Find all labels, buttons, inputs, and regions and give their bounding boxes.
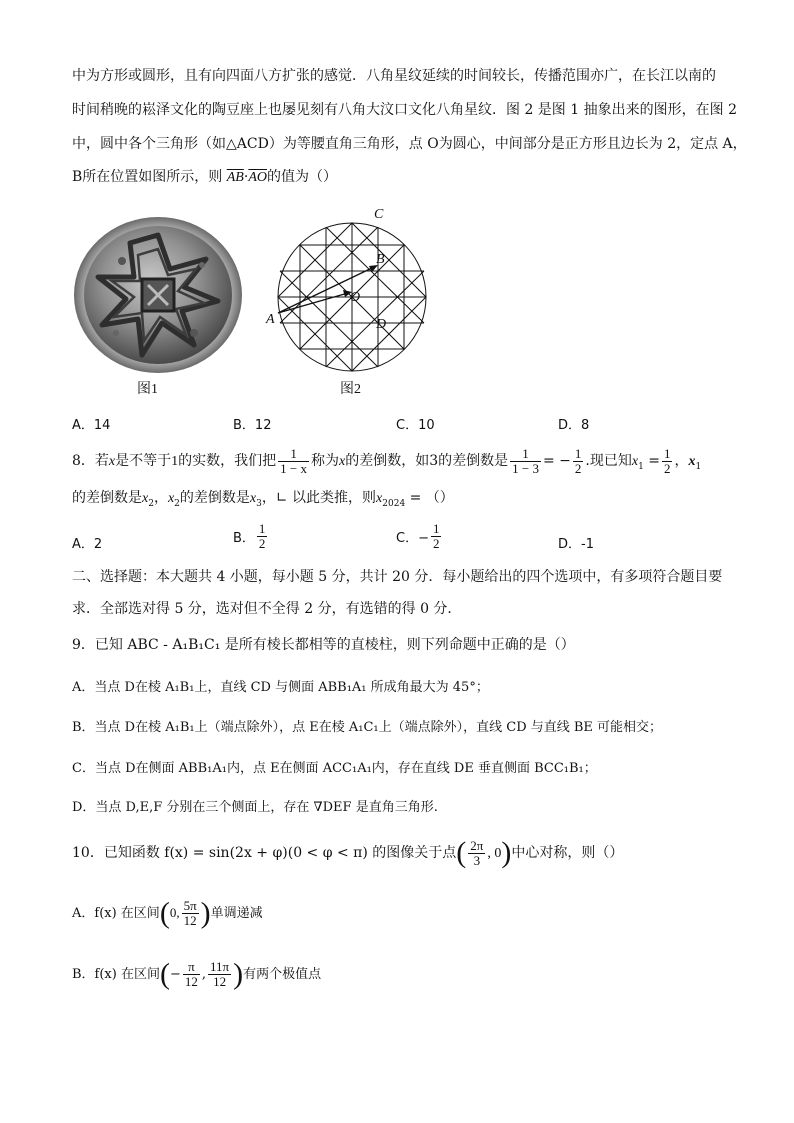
q7-line4: [72, 167, 728, 188]
q8-sub2: 2: [148, 498, 154, 509]
label-a: A: [266, 312, 275, 327]
q10-point-frac: $\frac{2\pi}{3}$: [470, 837, 484, 868]
q8-frac-1: $\frac{1}{1 - x}$: [280, 445, 307, 476]
q9-option-c[interactable]: C．当点 D在侧面 ABB₁A₁内，点 E在侧面 ACC₁A₁内，存在直线 DE 垂直侧面 BCC₁B₁；: [72, 761, 597, 776]
q8-line2-c: 的差倒数是: [179, 490, 250, 506]
section2-line1: 二、选择题：本大题共 4 小题，每小题 5 分，共计 20 分．每小题给出的四个选项中，有多项符合题目要: [72, 569, 723, 585]
q7-option-a[interactable]: A．14: [72, 418, 111, 433]
q10-b-comma: ,: [201, 967, 207, 982]
figure-2-diagram: [262, 205, 442, 375]
q8-line2-a: 的差倒数是: [72, 490, 142, 506]
q10-stem: 10．已知函数 f(x) = sin(2x + φ)(0 < φ < π) 的图像关于点( $\frac{2\pi}{3}$ , 0)中心对称，则（）: [72, 836, 624, 869]
dot-operator: ·: [243, 169, 249, 185]
vector-ab: $\overline{AB}$: [226, 170, 244, 185]
q8-line2-d: ，∟ 以此类推，则: [261, 490, 377, 506]
q8-frac-4: $\frac{1}{2}$: [663, 445, 671, 476]
q8-one: 1: [171, 454, 179, 469]
q8-x1b: x: [688, 454, 696, 469]
q8-option-c[interactable]: C．− $\frac{1}{2}$: [396, 521, 440, 551]
q10-b-post: 有两个极值点: [243, 967, 322, 982]
q9-option-a[interactable]: A．当点 D在棱 A₁B₁上，直线 CD 与侧面 ABB₁A₁ 所成角最大为 45°；: [72, 680, 489, 695]
q8-option-b[interactable]: B． $\frac{1}{2}$: [233, 521, 266, 551]
q10-option-b[interactable]: B．f(x) 在区间(− $\frac{\pi}{12}$ , $\frac{11\pi}{12}$ )有两个极值点: [72, 957, 322, 991]
q8-line2: [72, 488, 728, 514]
q7-line1: 中为方形或圆形，且有向四面八方扩张的感觉．八角星纹延续的时间较长，传播范围亦广，在长江以南的: [72, 68, 716, 84]
q7-line2: 时间稍晚的崧泽文化的陶豆座上也屡见刻有八角大汶口文化八角星纹．图 2 是图 1 抽象出来的图形，在图 2: [72, 102, 737, 118]
q8-frac-2: $\frac{1}{1 - 3}$: [512, 445, 539, 476]
q10-text-2: 中心对称，则（）: [511, 845, 624, 861]
q7-option-b[interactable]: B．12: [233, 418, 272, 433]
q8-x3: x: [249, 491, 257, 506]
q8-text-4: 称为: [310, 453, 339, 469]
q7-option-c[interactable]: C．10: [396, 418, 435, 433]
q8-x2b: x: [167, 491, 175, 506]
q10-b-frac-1: $\frac{\pi}{12}$: [184, 959, 198, 989]
q8-sub3: 3: [256, 498, 262, 509]
q9-stem: 9．已知 ABC - A₁B₁C₁ 是所有棱长都相等的直棱柱，则下列命题中正确的是（）: [72, 637, 575, 653]
q8-var-x: x: [108, 454, 116, 469]
q7-line3: 中，圆中各个三角形（如△ACD）为等腰直角三角形，点 O为圆心，中间部分是正方形且边长为 2，定点 A，: [72, 136, 747, 152]
figure-1-coin: [72, 215, 244, 375]
q10-b-neg: −: [169, 967, 181, 982]
q8-x2024: x: [376, 491, 383, 506]
q8-eq: = −: [542, 453, 571, 469]
q10-b-frac-2: $\frac{11\pi}{12}$: [210, 959, 230, 989]
q8-x2: x: [142, 491, 149, 506]
q8-sub2024: 2024: [382, 498, 406, 509]
q8-line2-b: ，: [153, 490, 168, 506]
q10-option-a[interactable]: A．f(x) 在区间(0, $\frac{5\pi}{12}$ )单调递减: [72, 896, 263, 930]
q8-text-6: 的差倒数是: [438, 453, 509, 469]
q10-text-1: 10．已知函数 f(x) = sin(2x + φ)(0 < φ < π) 的图像关于点: [72, 845, 457, 861]
q8-sub1b: 1: [695, 461, 702, 472]
label-b: B: [376, 252, 385, 267]
q8-text-2: 是不等于: [115, 453, 172, 469]
q8-option-d[interactable]: D．-1: [558, 537, 594, 552]
q10-a-frac: $\frac{5\pi}{12}$: [183, 898, 197, 928]
q8-sub2b: 2: [174, 498, 180, 509]
q8-var-x-2: x: [338, 454, 346, 469]
q8-eq2: =: [643, 453, 660, 469]
q9-option-d[interactable]: D．当点 D,E,F 分别在三个侧面上，存在 ∇DEF 是直角三角形.: [72, 800, 438, 815]
q10-a-post: 单调递减: [210, 906, 263, 921]
q8-three: 3: [429, 453, 439, 469]
q8-text-7: .现已知: [585, 453, 632, 469]
label-d: D: [376, 317, 387, 332]
figure-1-caption: 图1: [137, 382, 158, 397]
q7-line4-b: 的值为（）: [266, 169, 337, 185]
q7-line4-a: B所在位置如图所示，则: [72, 169, 223, 185]
q9-option-b[interactable]: B．当点 D在棱 A₁B₁上（端点除外），点 E在棱 A₁C₁上（端点除外），直线 CD 与直线 BE 可能相交；: [72, 720, 663, 735]
q8-x1: x: [631, 454, 639, 469]
label-c: C: [374, 207, 384, 222]
q10-b-pre: B．f(x) 在区间: [72, 967, 160, 982]
q8-comma: ，: [674, 453, 689, 469]
q7-option-d[interactable]: D．8: [558, 418, 590, 433]
q8-sub1: 1: [638, 461, 644, 472]
figure-2-caption: 图2: [340, 382, 361, 397]
q8-option-a[interactable]: A．2: [72, 537, 103, 552]
section2-line2: 求．全部选对得 5 分，选对但不全得 2 分，有选错的得 0 分．: [72, 601, 462, 617]
q8-text-5: 的差倒数，如: [345, 453, 430, 469]
label-o: O: [350, 290, 361, 305]
q8-line1: [72, 446, 728, 482]
vector-ao: $\overline{AO}$: [248, 170, 267, 185]
q8-text-3: 的实数，我们把: [178, 453, 277, 469]
q10-a-pre: A．f(x) 在区间: [72, 906, 160, 921]
q10-a-zero: 0,: [169, 905, 180, 920]
q8-line2-e: = （）: [405, 490, 454, 506]
q10-point-rest: , 0: [487, 846, 502, 861]
q8-frac-3: $\frac{1}{2}$: [574, 445, 582, 476]
q8-text-1: 8．若: [72, 453, 109, 469]
